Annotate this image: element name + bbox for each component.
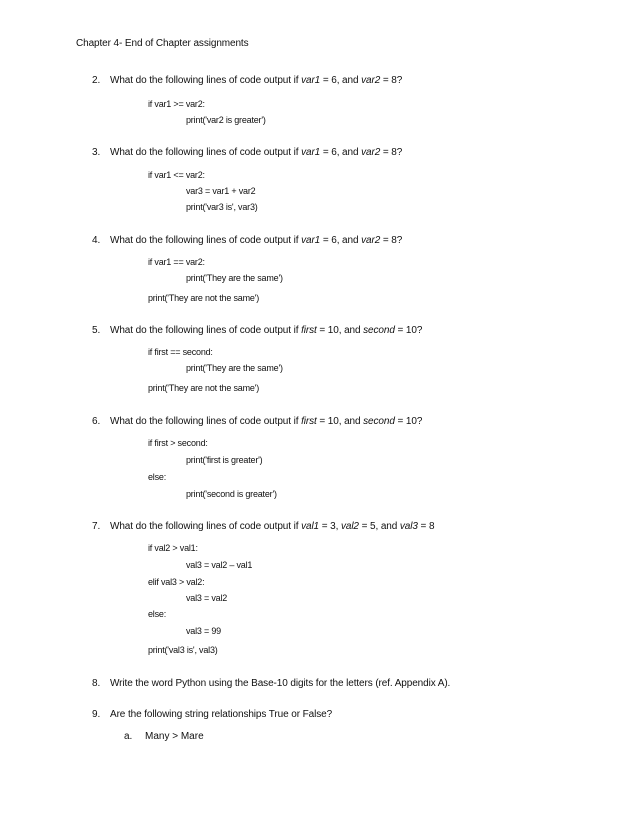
code-line: print('They are the same') [186, 363, 283, 373]
question-text: = 10, and [316, 416, 364, 427]
question-number: 6. [92, 416, 101, 427]
question-number: 9. [92, 709, 101, 720]
question-3 [92, 147, 402, 158]
question-text: What do the following lines of code output if [110, 325, 302, 336]
question-text: = 3, [319, 521, 341, 532]
variable-name: var2 [361, 235, 381, 246]
question-text: = 8? [380, 75, 403, 86]
question-4 [92, 235, 402, 246]
variable-name: var2 [361, 147, 381, 158]
code-line: print('They are the same') [186, 273, 283, 283]
question-number: 4. [92, 235, 101, 246]
code-line: if first > second: [148, 438, 208, 448]
question-text: = 6, and [320, 235, 362, 246]
code-line: val3 = val2 – val1 [186, 560, 253, 570]
question-number: 5. [92, 325, 101, 336]
sub-question-text: Many > Mare [145, 731, 204, 742]
variable-name: val2 [340, 521, 359, 532]
variable-name: var1 [301, 147, 321, 158]
variable-name: second [363, 416, 395, 427]
question-text: What do the following lines of code output if [110, 147, 302, 158]
variable-name: second [363, 325, 395, 336]
code-line: print('They are not the same') [148, 383, 259, 393]
question-text: = 8? [380, 147, 403, 158]
variable-name: first [301, 325, 317, 336]
question-number: 7. [92, 521, 101, 532]
question-text: = 5, and [358, 521, 400, 532]
code-line: if first == second: [148, 347, 213, 357]
code-line: val3 = val2 [186, 593, 228, 603]
question-text: What do the following lines of code output if [110, 235, 302, 246]
code-line: val3 = 99 [186, 626, 221, 636]
code-line: print('val3 is', val3) [148, 645, 218, 655]
sub-question-letter: a. [124, 731, 133, 742]
question-text: = 6, and [320, 147, 362, 158]
question-9 [92, 709, 332, 720]
code-line: print('var2 is greater') [186, 115, 266, 125]
variable-name: first [301, 416, 317, 427]
code-line: if val2 > val1: [148, 543, 198, 553]
question-8 [92, 678, 450, 689]
variable-name: var2 [361, 75, 381, 86]
code-line: print('first is greater') [186, 455, 263, 465]
question-text: What do the following lines of code output if [110, 75, 302, 86]
question-text: = 10, and [316, 325, 364, 336]
variable-name: var1 [301, 75, 321, 86]
question-number: 2. [92, 75, 101, 86]
code-line: if var1 >= var2: [148, 99, 205, 109]
variable-name: val1 [301, 521, 320, 532]
variable-name: val3 [399, 521, 418, 532]
code-line: print('var3 is', var3) [186, 202, 258, 212]
question-text: = 8? [380, 235, 403, 246]
question-text: = 10? [394, 416, 423, 427]
page-title: Chapter 4- End of Chapter assignments [76, 38, 249, 49]
sub-question-a [124, 731, 204, 742]
question-text: = 8 [417, 521, 435, 532]
question-7 [92, 521, 434, 532]
question-text: What do the following lines of code output if [110, 416, 302, 427]
code-line: if var1 <= var2: [148, 170, 205, 180]
question-2 [92, 75, 402, 86]
code-line: print('second is greater') [186, 489, 277, 499]
code-line: if var1 == var2: [148, 257, 205, 267]
question-text: Are the following string relationships True or False? [110, 709, 333, 720]
code-line: print('They are not the same') [148, 293, 259, 303]
question-text: Write the word Python using the Base-10 digits for the letters (ref. Appendix A). [110, 678, 451, 689]
question-text: = 6, and [320, 75, 362, 86]
variable-name: var1 [301, 235, 321, 246]
question-number: 8. [92, 678, 101, 689]
question-text: What do the following lines of code output if [110, 521, 302, 532]
code-line: else: [148, 472, 167, 482]
question-number: 3. [92, 147, 101, 158]
question-6 [92, 416, 422, 427]
question-5 [92, 325, 422, 336]
code-line: var3 = var1 + var2 [186, 186, 256, 196]
code-line: else: [148, 609, 167, 619]
code-line: elif val3 > val2: [148, 577, 205, 587]
question-text: = 10? [394, 325, 423, 336]
